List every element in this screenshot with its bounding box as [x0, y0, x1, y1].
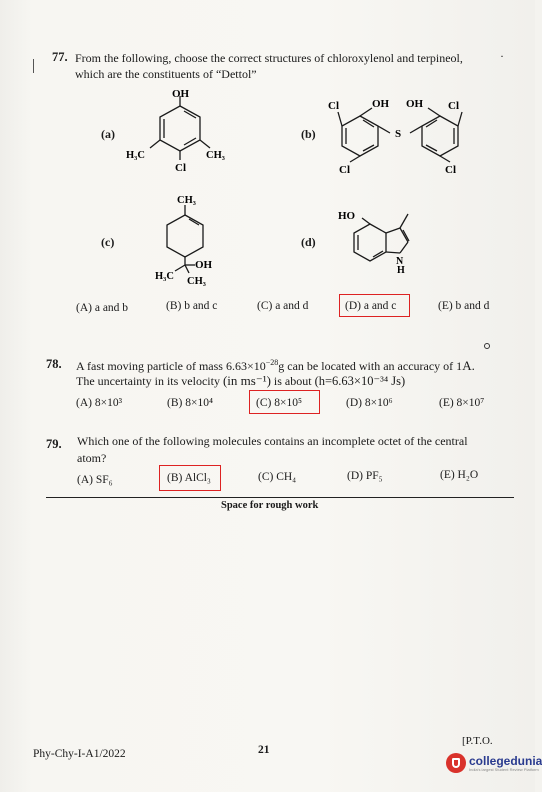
structure-b-cl2: Cl: [448, 100, 459, 112]
footer-page-number: 21: [258, 744, 270, 756]
structure-d-n: N: [396, 256, 404, 267]
q79-option-d[interactable]: (D) PF₅: [347, 470, 383, 482]
q78-text-part2: g can be located with an accuracy of 1: [278, 359, 463, 373]
structure-b-label: (b): [301, 127, 316, 141]
structure-a-oh: OH: [172, 88, 190, 100]
q79-option-b[interactable]: (B) AlCl₃: [167, 472, 211, 484]
rough-work-divider: [46, 497, 514, 498]
q77-option-d[interactable]: (D) a and c: [345, 300, 397, 312]
q79-option-e[interactable]: (E) H₂O: [440, 469, 479, 481]
q78-text-line2: [76, 372, 405, 390]
q78-option-a[interactable]: (A) 8×10³: [76, 397, 123, 409]
structure-b-bithionol: [328, 88, 478, 183]
structure-b-s: S: [395, 128, 402, 140]
q78-option-b[interactable]: (B) 8×10⁴: [167, 397, 213, 409]
structure-a-cl: Cl: [175, 162, 186, 174]
structure-c-terpineol: [145, 191, 235, 291]
structure-a-label: (a): [101, 127, 115, 141]
rough-work-label: Space for rough work: [221, 500, 319, 511]
q77-option-c[interactable]: (C) a and d: [257, 300, 309, 312]
structure-c-ch3: CH₃: [187, 276, 206, 287]
q77-text-line2: which are the constituents of “Dettol”: [75, 67, 257, 81]
q78-angstrom: A.: [462, 358, 475, 373]
structure-c-ch3-top: CH₃: [177, 195, 196, 206]
structure-d-label: (d): [301, 235, 316, 249]
q78-option-d[interactable]: (D) 8×10⁶: [346, 397, 393, 409]
structure-c-h3c: H₃C: [155, 271, 174, 282]
structure-d-h: H: [397, 265, 405, 276]
q79-text-line1: Which one of the following molecules contains an incomplete octet of the central: [77, 434, 468, 448]
q77-answer-mark: [339, 294, 410, 317]
q78-answer-mark: [249, 390, 320, 414]
q78-number: 78.: [46, 357, 62, 371]
q77-option-a[interactable]: (A) a and b: [76, 302, 129, 314]
structure-b-oh1: OH: [372, 98, 390, 110]
structure-a-h3c: H₃C: [126, 150, 145, 161]
collegedunia-logo: [446, 753, 542, 773]
q79-option-c[interactable]: (C) CH₄: [258, 471, 297, 483]
q77-text-line1: From the following, choose the correct structures of chloroxylenol and terpineol,: [75, 51, 463, 65]
q77-option-b[interactable]: (B) b and c: [166, 300, 218, 312]
structure-b-cl1: Cl: [328, 100, 339, 112]
collegedunia-name: collegedunia: [469, 753, 542, 768]
structure-a-chloroxylenol: [120, 88, 250, 183]
structure-b-oh2: OH: [406, 98, 424, 110]
footer-pto: [P.T.O.: [462, 735, 493, 747]
q78-text-part3: The uncertainty in its velocity: [76, 374, 220, 388]
footer-code: Phy-Chy-I-A1/2022: [33, 748, 126, 760]
q78-unit: (in ms⁻¹): [222, 373, 271, 388]
q78-planck: (h=6.63×10⁻³⁴ Js): [314, 374, 406, 388]
structure-c-label: (c): [101, 235, 115, 249]
angstrom-ring: [484, 343, 490, 349]
q78-text-part4: is about: [273, 374, 312, 388]
q77-option-e[interactable]: (E) b and d: [438, 300, 490, 312]
structure-b-cl3: Cl: [339, 164, 350, 176]
collegedunia-tagline: India's largest Student Review Platform: [469, 766, 539, 772]
q78-option-e[interactable]: (E) 8×10⁷: [439, 397, 485, 409]
structure-b-cl4: Cl: [445, 164, 456, 176]
structure-d-indole: [336, 198, 436, 283]
q78-mass-exponent: −28: [265, 358, 279, 367]
q79-text-line2: atom?: [77, 451, 107, 465]
margin-tick: [33, 59, 34, 73]
structure-a-ch3: CH₃: [206, 150, 225, 161]
q78-text-part1: A fast moving particle of mass 6.63×10: [76, 359, 266, 373]
structure-d-ho: HO: [338, 210, 356, 222]
q79-number: 79.: [46, 437, 62, 451]
q79-answer-mark: [159, 465, 221, 491]
q77-stray-mark: ·: [500, 49, 504, 63]
structure-c-oh: OH: [195, 259, 213, 271]
collegedunia-mark-icon: [446, 753, 466, 773]
q79-option-a[interactable]: (A) SF₆: [77, 474, 113, 486]
q77-number: 77.: [52, 50, 68, 64]
q78-option-c[interactable]: (C) 8×10⁵: [256, 397, 302, 409]
